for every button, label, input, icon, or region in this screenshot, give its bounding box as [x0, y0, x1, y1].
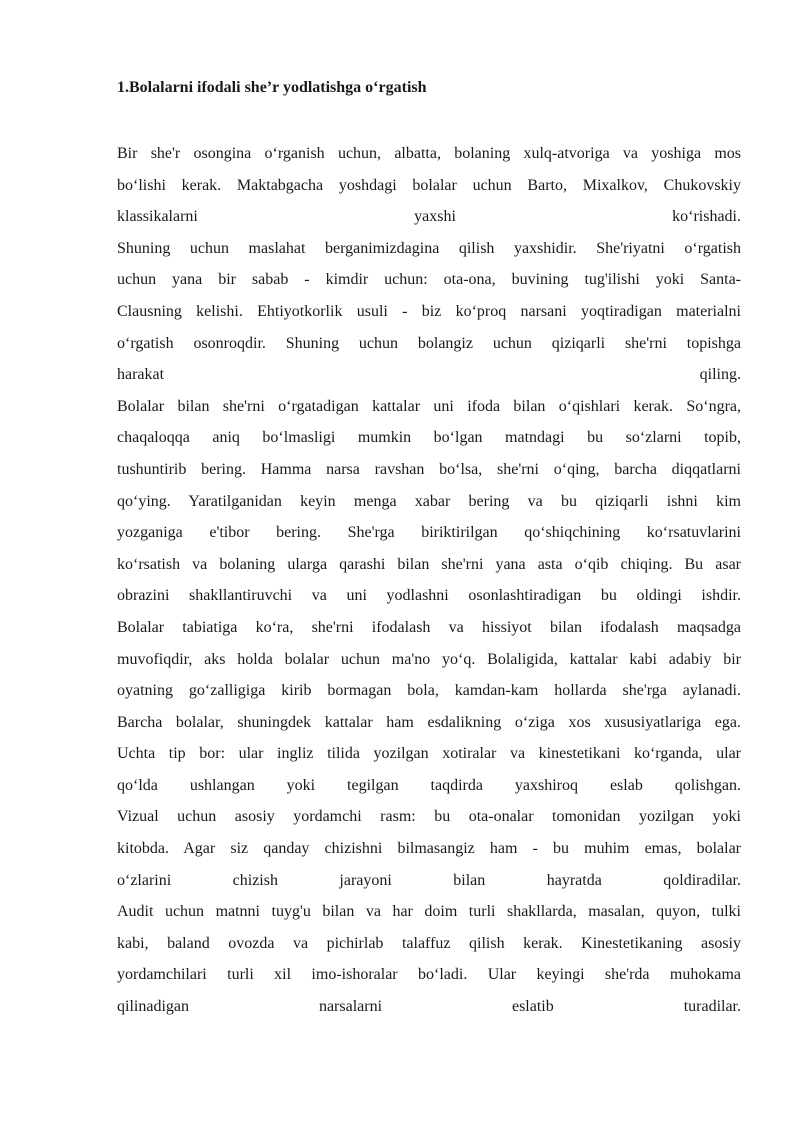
text-line: Clausning kelishi. Ehtiyotkorlik usuli - biz ko‘proq narsani yoqtiradigan materialni: [117, 302, 741, 320]
text-line: tushuntirib bering. Hamma narsa ravshan bo‘lsa, she'rni o‘qing, barcha diqqatlarni: [117, 460, 741, 478]
text-line: qo‘lda ushlangan yoki tegilgan taqdirda yaxshiroq eslab qolishgan.: [117, 776, 741, 794]
text-line: muvofiqdir, aks holda bolalar uchun ma'no yo‘q. Bolaligida, kattalar kabi adabiy bir: [117, 650, 741, 668]
text-line: Uchta tip bor: ular ingliz tilida yozilgan xotiralar va kinestetikani ko‘rganda, ular: [117, 745, 741, 763]
text-line: Shuning uchun maslahat berganimizdagina qilish yaxshidir. She'riyatni o‘rgatish: [117, 239, 741, 257]
text-line: uchun yana bir sabab - kimdir uchun: ota-ona, buvining tug'ilishi yoki Santa-: [117, 271, 741, 289]
text-line: Bolalar tabiatiga ko‘ra, she'rni ifodalash va hissiyot bilan ifodalash maqsadga: [117, 618, 741, 636]
text-line: ko‘rsatish va bolaning ularga qarashi bilan she'rni yana asta o‘qib chiqing. Bu asar: [117, 555, 741, 573]
text-line: Audit uchun matnni tuyg'u bilan va har doim turli shakllarda, masalan, quyon, tulki: [117, 903, 741, 921]
text-line: obrazini shakllantiruvchi va uni yodlashni osonlashtiradigan bu oldingi ishdir.: [117, 587, 741, 605]
text-line: kitobda. Agar siz qanday chizishni bilmasangiz ham - bu muhim emas, bolalar: [117, 840, 741, 858]
text-line: bo‘lishi kerak. Maktabgacha yoshdagi bolalar uchun Barto, Mixalkov, Chukovskiy: [117, 176, 741, 194]
text-line: qilinadigan narsalarni eslatib turadilar.: [117, 998, 741, 1016]
text-line: Vizual uchun asosiy yordamchi rasm: bu ota-onalar tomonidan yozilgan yoki: [117, 808, 741, 826]
text-line: Barcha bolalar, shuningdek kattalar ham esdalikning o‘ziga xos xususiyatlariga ega.: [117, 713, 741, 731]
text-line: o‘zlarini chizish jarayoni bilan hayratda qoldiradilar.: [117, 871, 741, 889]
text-line: qo‘ying. Yaratilganidan keyin menga xabar bering va bu qiziqarli ishni kim: [117, 492, 741, 510]
text-line: yozganiga e'tibor bering. She'rga biriktirilgan qo‘shiqchining ko‘rsatuvlarini: [117, 524, 741, 542]
text-line: oyatning go‘zalligiga kirib bormagan bola, kamdan-kam hollarda she'rga aylanadi.: [117, 682, 741, 700]
section-heading: 1.Bolalarni ifodali she’r yodlatishga o‘rgatish: [117, 79, 427, 96]
text-line: harakat qiling.: [117, 366, 741, 384]
text-line: klassikalarni yaxshi ko‘rishadi.: [117, 208, 741, 226]
text-line: kabi, baland ovozda va pichirlab talaffuz qilish kerak. Kinestetikaning asosiy: [117, 934, 741, 952]
document-page: [117, 74, 741, 1023]
text-line: chaqaloqqa aniq bo‘lmasligi mumkin bo‘lgan matndagi bu so‘zlarni topib,: [117, 429, 741, 447]
body-paragraph: [117, 138, 741, 1023]
text-line: yordamchilari turli xil imo-ishoralar bo‘ladi. Ular keyingi she'rda muhokama: [117, 966, 741, 984]
text-line: Bolalar bilan she'rni o‘rgatadigan kattalar uni ifoda bilan o‘qishlari kerak. So‘ngra,: [117, 397, 741, 415]
text-line: Bir she'r osongina o‘rganish uchun, albatta, bolaning xulq-atvoriga va yoshiga mos: [117, 145, 741, 162]
text-line: o‘rgatish osonroqdir. Shuning uchun bolangiz uchun qiziqarli she'rni topishga: [117, 334, 741, 352]
